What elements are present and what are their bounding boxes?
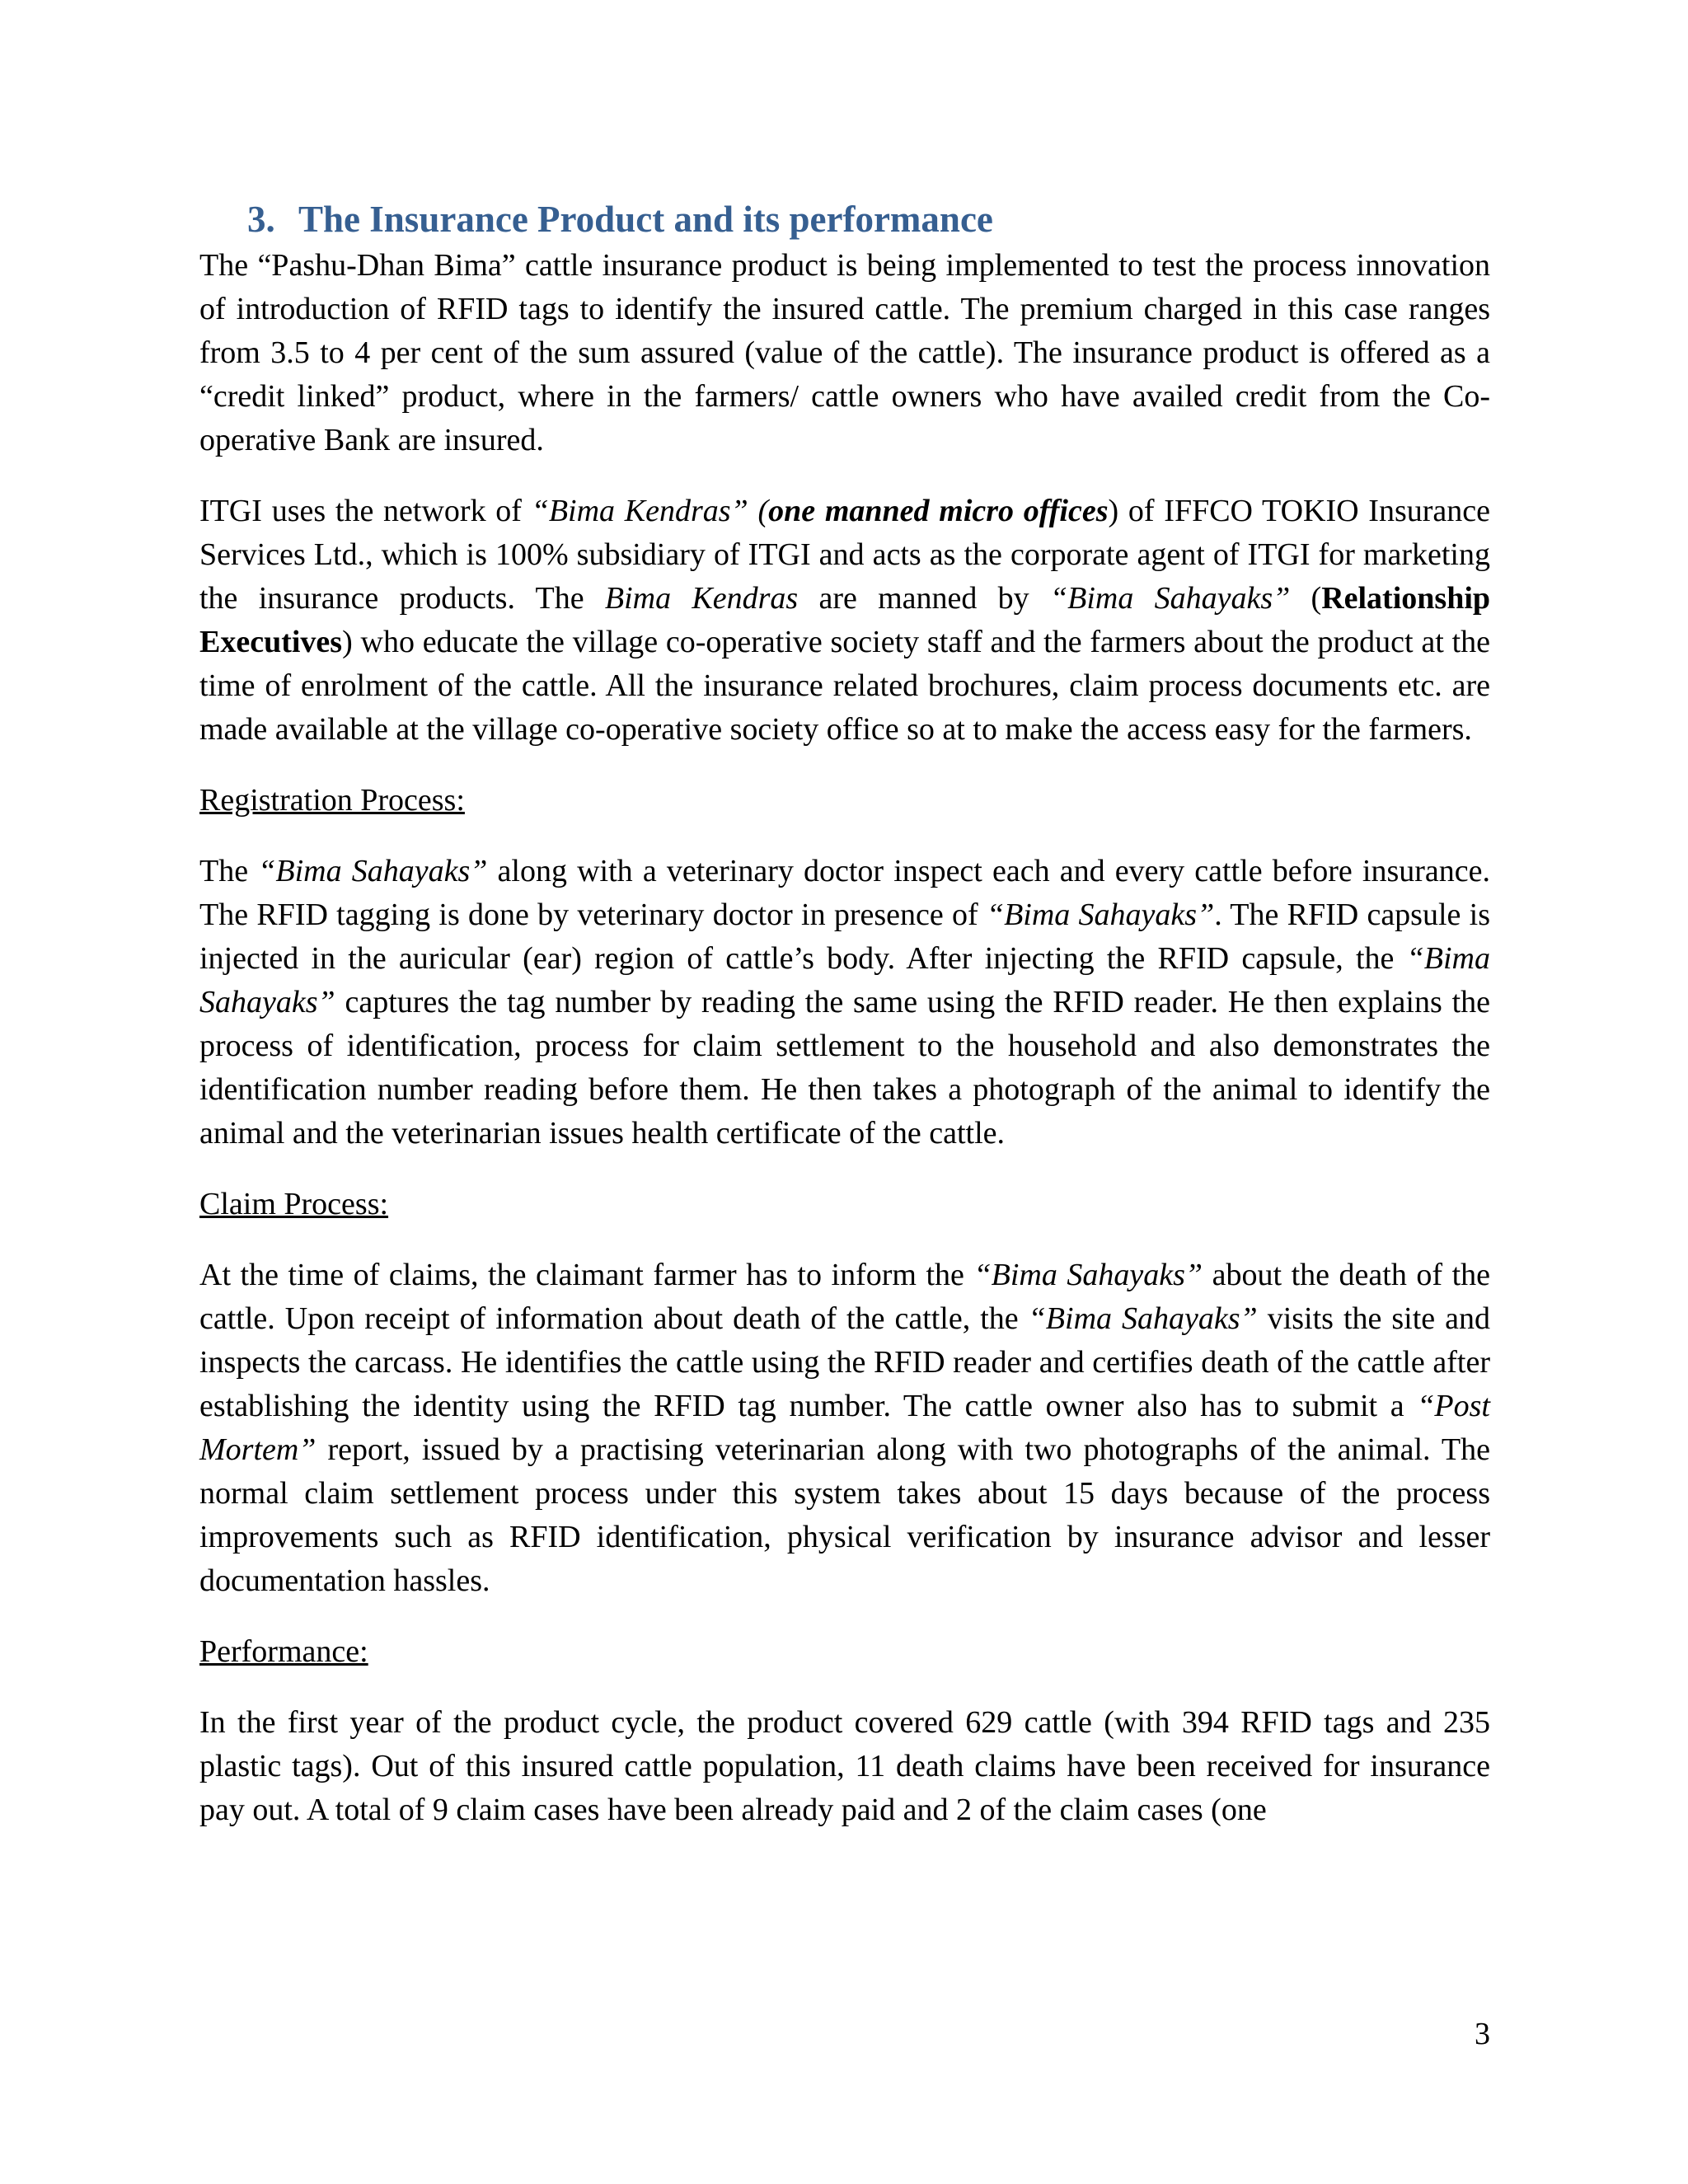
text-run: ( [1290,581,1322,616]
performance-heading: Performance: [199,1634,368,1669]
text-run: The [199,854,259,888]
text-run: about the death of the cattle. Upon receipt of information about death of the cattle, the [199,1258,1491,1336]
section-number: 3. [247,199,275,240]
paragraph-product-intro: The “Pashu-Dhan Bima” cattle insurance product is being implemented to test the process innovation of introduction of RFID tags to identify the insured cattle. The premium charged in this case ranges from 3.5 to 4 per cent of the sum assured (value of the cattle). The insurance product is offered as a “credit linked” product, where in the farmers/ cattle owners who have availed credit from the Co-operative Bank are insured. [199,248,1490,457]
italic-text: “Bima Sahayaks” [1028,1301,1258,1336]
text-run: along with a veterinary doctor inspect each and every cattle before insurance. The RFID tagging is done by veterinary doctor in presence of [199,854,1491,932]
paragraph-claim-process [199,1254,1490,1603]
claim-process-heading: Claim Process: [199,1187,389,1221]
paragraph-registration-process [199,850,1490,1155]
text-run: ITGI uses the network of [199,494,532,528]
text-run: visits the site and inspects the carcass. He identifies the cattle using the RFID reader and certifies death of the cattle after establishing the identity using the RFID tag number. The cattle owner also has to submit a [199,1301,1491,1423]
bold-italic-text: one manned micro offices [768,494,1109,528]
registration-process-heading: Registration Process: [199,783,465,818]
text-run: ) who educate the village co-operative society staff and the farmers about the product at the time of enrolment of the cattle. All the insurance related brochures, claim process documents etc. are made available at the village co-operative society office so at to make the access easy for the farmers. [199,625,1490,747]
italic-text: “Bima Sahayaks” [1049,581,1291,616]
page-content [199,194,1490,1832]
bold-text: Relationship Executives [199,581,1491,659]
text-run: report, issued by a practising veterinarian along with two photographs of the animal. The normal claim settlement process under this system takes about 15 days because of the process improvements such as RFID identification, physical verification by insurance advisor and lesser documentation hassles. [199,1432,1490,1598]
text-run: captures the tag number by reading the same using the RFID reader. He then explains the process of identification, process for claim settlement to the household and also demonstrates the identification number reading before them. He then takes a photograph of the animal to identify the animal and the veterinarian issues health certificate of the cattle. [199,985,1490,1151]
italic-text: Bima Kendras [604,581,799,616]
italic-text: “Bima Kendras” ( [531,494,769,528]
text-run: At the time of claims, the claimant farmer has to inform the [199,1258,974,1292]
section-heading [247,194,1490,244]
italic-text: “Post Mortem” [199,1389,1490,1467]
text-run: ) of IFFCO TOKIO Insurance Services Ltd., which is 100% subsidiary of ITGI and acts as the corporate agent of ITGI for marketing the insurance products. The [199,494,1490,616]
paragraph-performance: In the first year of the product cycle, the product covered 629 cattle (with 394 RFID tags and 235 plastic tags). Out of this insured cattle population, 11 death claims have been received for insurance pay out. A total of 9 claim cases have been already paid and 2 of the claim cases (one [199,1705,1490,1827]
section-title: The Insurance Product and its performance [298,199,993,240]
italic-text: “Bima Sahayaks” [986,898,1215,932]
text-run: are manned by [798,581,1050,616]
page-number: 3 [1475,2017,1490,2051]
text-run: . The RFID capsule is injected in the auricular (ear) region of cattle’s body. After injecting the RFID capsule, the [199,898,1490,976]
italic-text: “Bima Sahayaks” [199,941,1490,1019]
paragraph-bima-kendras [199,490,1490,752]
italic-text: “Bima Sahayaks” [973,1258,1203,1292]
italic-text: “Bima Sahayaks” [258,854,488,888]
